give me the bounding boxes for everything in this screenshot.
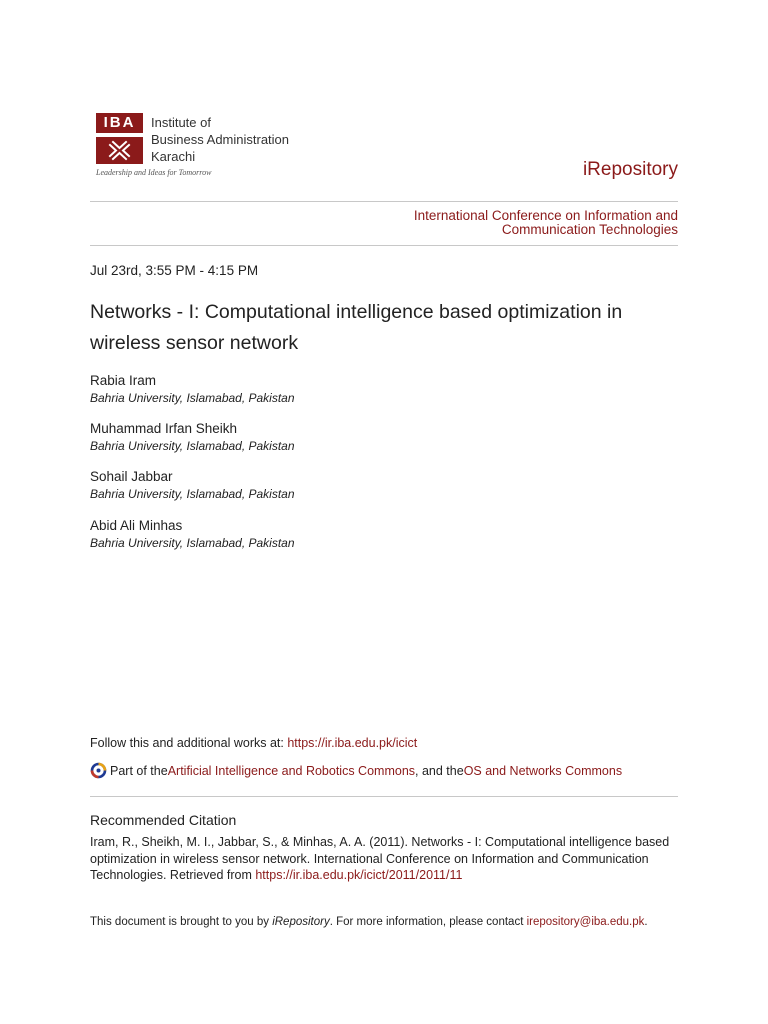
citation-divider	[90, 796, 678, 797]
institute-name-line: Karachi	[151, 149, 196, 164]
os-networks-commons-link[interactable]: OS and Networks Commons	[463, 763, 623, 778]
citation-heading: Recommended Citation	[90, 812, 237, 828]
part-of-middle: , and the	[415, 763, 464, 778]
header-divider-bottom	[90, 245, 678, 246]
commons-network-icon	[90, 762, 107, 779]
author-affiliation: Bahria University, Islamabad, Pakistan	[90, 536, 295, 550]
author-entry	[90, 372, 295, 406]
citation-body: Iram, R., Sheikh, M. I., Jabbar, S., & Minhas, A. A. (2011). Networks - I: Computational intelligence based optimization in wireless sensor network. International Conference on Information and Communication Technologies. Retrieved from	[90, 835, 670, 882]
author-name: Rabia Iram	[90, 373, 157, 388]
conference-link[interactable]: International Conference on Information and Communication Technologies	[413, 208, 678, 237]
author-name: Sohail Jabbar	[90, 469, 173, 484]
author-affiliation: Bahria University, Islamabad, Pakistan	[90, 439, 295, 453]
author-affiliation: Bahria University, Islamabad, Pakistan	[90, 391, 295, 405]
iba-logo-abbr: IBA	[96, 113, 143, 133]
footer-suffix: .	[644, 916, 648, 928]
author-name: Abid Ali Minhas	[90, 518, 183, 533]
citation-link[interactable]: https://ir.iba.edu.pk/icict/2011/2011/11	[255, 868, 463, 882]
author-entry	[90, 420, 295, 454]
ai-robotics-commons-link[interactable]: Artificial Intelligence and Robotics Commons	[167, 763, 416, 778]
author-entry	[90, 517, 295, 551]
part-of-prefix: Part of the	[110, 763, 168, 778]
institute-name-line: Institute of	[151, 115, 211, 130]
follow-text: Follow this and additional works at:	[90, 736, 288, 750]
repository-link[interactable]: iRepository	[582, 159, 678, 180]
contact-email-link[interactable]: irepository@iba.edu.pk	[526, 916, 645, 928]
institute-name	[151, 114, 289, 165]
institute-name-line: Business Administration	[151, 132, 290, 147]
author-affiliation: Bahria University, Islamabad, Pakistan	[90, 487, 295, 501]
session-date: Jul 23rd, 3:55 PM - 4:15 PM	[90, 263, 259, 278]
footer-middle: . For more information, please contact	[329, 916, 527, 928]
footer-note	[90, 916, 648, 928]
paper-title: Networks - I: Computational intelligence based optimization in wireless sensor network	[90, 301, 623, 354]
institute-tagline: Leadership and Ideas for Tomorrow	[96, 168, 212, 177]
header-divider	[90, 201, 678, 202]
follow-link[interactable]: https://ir.iba.edu.pk/icict	[287, 736, 418, 750]
follow-line	[90, 736, 417, 750]
author-entry	[90, 468, 295, 502]
part-of-line	[90, 762, 622, 779]
iba-logo-emblem-icon	[96, 137, 143, 164]
citation-text	[90, 834, 680, 884]
footer-prefix: This document is brought to you by	[90, 916, 273, 928]
author-name: Muhammad Irfan Sheikh	[90, 421, 238, 436]
footer-repo-name: iRepository	[272, 916, 330, 928]
